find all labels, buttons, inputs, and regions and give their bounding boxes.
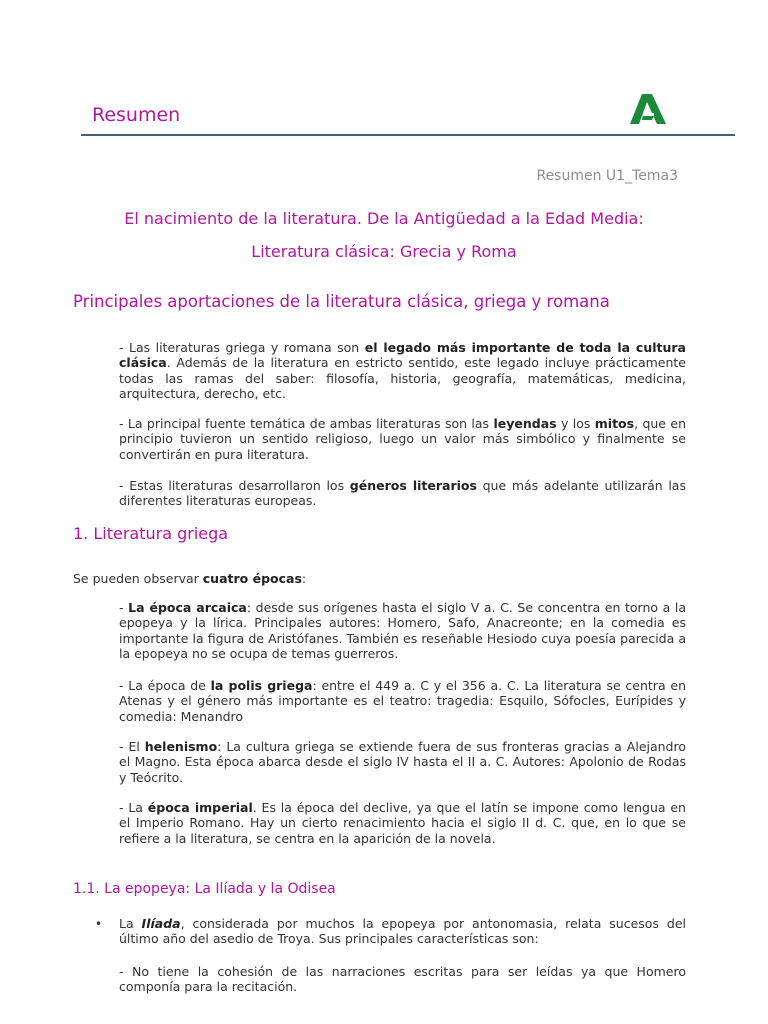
document-reference: Resumen U1_Tema3	[536, 168, 678, 184]
subsection-heading-epic: 1.1. La epopeya: La Ilíada y la Odisea	[73, 881, 336, 897]
list-item: La Ilíada, considerada por muchos la epopeya por antonomasia, relata sucesos del último año del asedio de Troya. Sus principales características son:	[119, 916, 686, 947]
paragraph: - La época arcaica: desde sus orígenes hasta el siglo V a. C. Se concentra en torno a la epopeya y la lírica. Principales autores: Homero, Safo, Anacreonte; en la comedia es importante la figura de Aristófanes. También es reseñable Hesiodo cuya poesía parecida a la epopeya no se ocupa de temas guerreros.	[119, 600, 687, 662]
paragraph: - La época de la polis griega: entre el 449 a. C y el 356 a. C. La literatura se centra en Atenas y el género más importante es el teatro: tragedia: Esquilo, Sófocles, Eurípides y comedia: Menandro	[119, 678, 686, 724]
paragraph: - Estas literaturas desarrollaron los géneros literarios que más adelante utilizarán las diferentes literaturas europeas.	[119, 478, 686, 509]
paragraph: - La época imperial. Es la época del declive, ya que el latín se impone como lengua en el Imperio Romano. Hay un cierto renacimiento hacia el siglo II d. C. que, en lo que se refiere a la literatura, se centra en la aparición de la novela.	[119, 800, 686, 846]
header-divider	[81, 134, 735, 136]
paragraph: - La principal fuente temática de ambas literaturas son las leyendas y los mitos, que en principio tuvieron un sentido religioso, luego un valor más simbólico y finalmente se convertirán en pura literatura.	[119, 416, 686, 462]
page-header-title: Resumen	[92, 104, 181, 126]
paragraph: - No tiene la cohesión de las narraciones escritas para ser leídas ya que Homero componía para la recitación.	[119, 964, 686, 995]
paragraph: - Las literaturas griega y romana son el legado más importante de toda la cultura clásica. Además de la literatura en estricto sentido, este legado incluye prácticamente todas las ramas del saber: filosofía, historia, geografía, matemáticas, medicina, arquitectura, derecho, etc.	[119, 340, 686, 402]
section-heading-intro: Principales aportaciones de la literatura clásica, griega y romana	[73, 292, 610, 311]
main-title: El nacimiento de la literatura. De la Antigüedad a la Edad Media:	[124, 209, 644, 228]
section-lead: Se pueden observar cuatro épocas:	[73, 571, 307, 586]
paragraph: - El helenismo: La cultura griega se extiende fuera de sus fronteras gracias a Alejandro el Magno. Esta época abarca desde el siglo IV hasta el II a. C. Autores: Apolonio de Rodas y Teócrito.	[119, 739, 687, 785]
bullet-icon: •	[95, 917, 103, 931]
section-heading-greek: 1. Literatura griega	[73, 524, 229, 543]
junta-andalucia-logo	[628, 92, 668, 126]
main-subtitle: Literatura clásica: Grecia y Roma	[251, 242, 517, 261]
